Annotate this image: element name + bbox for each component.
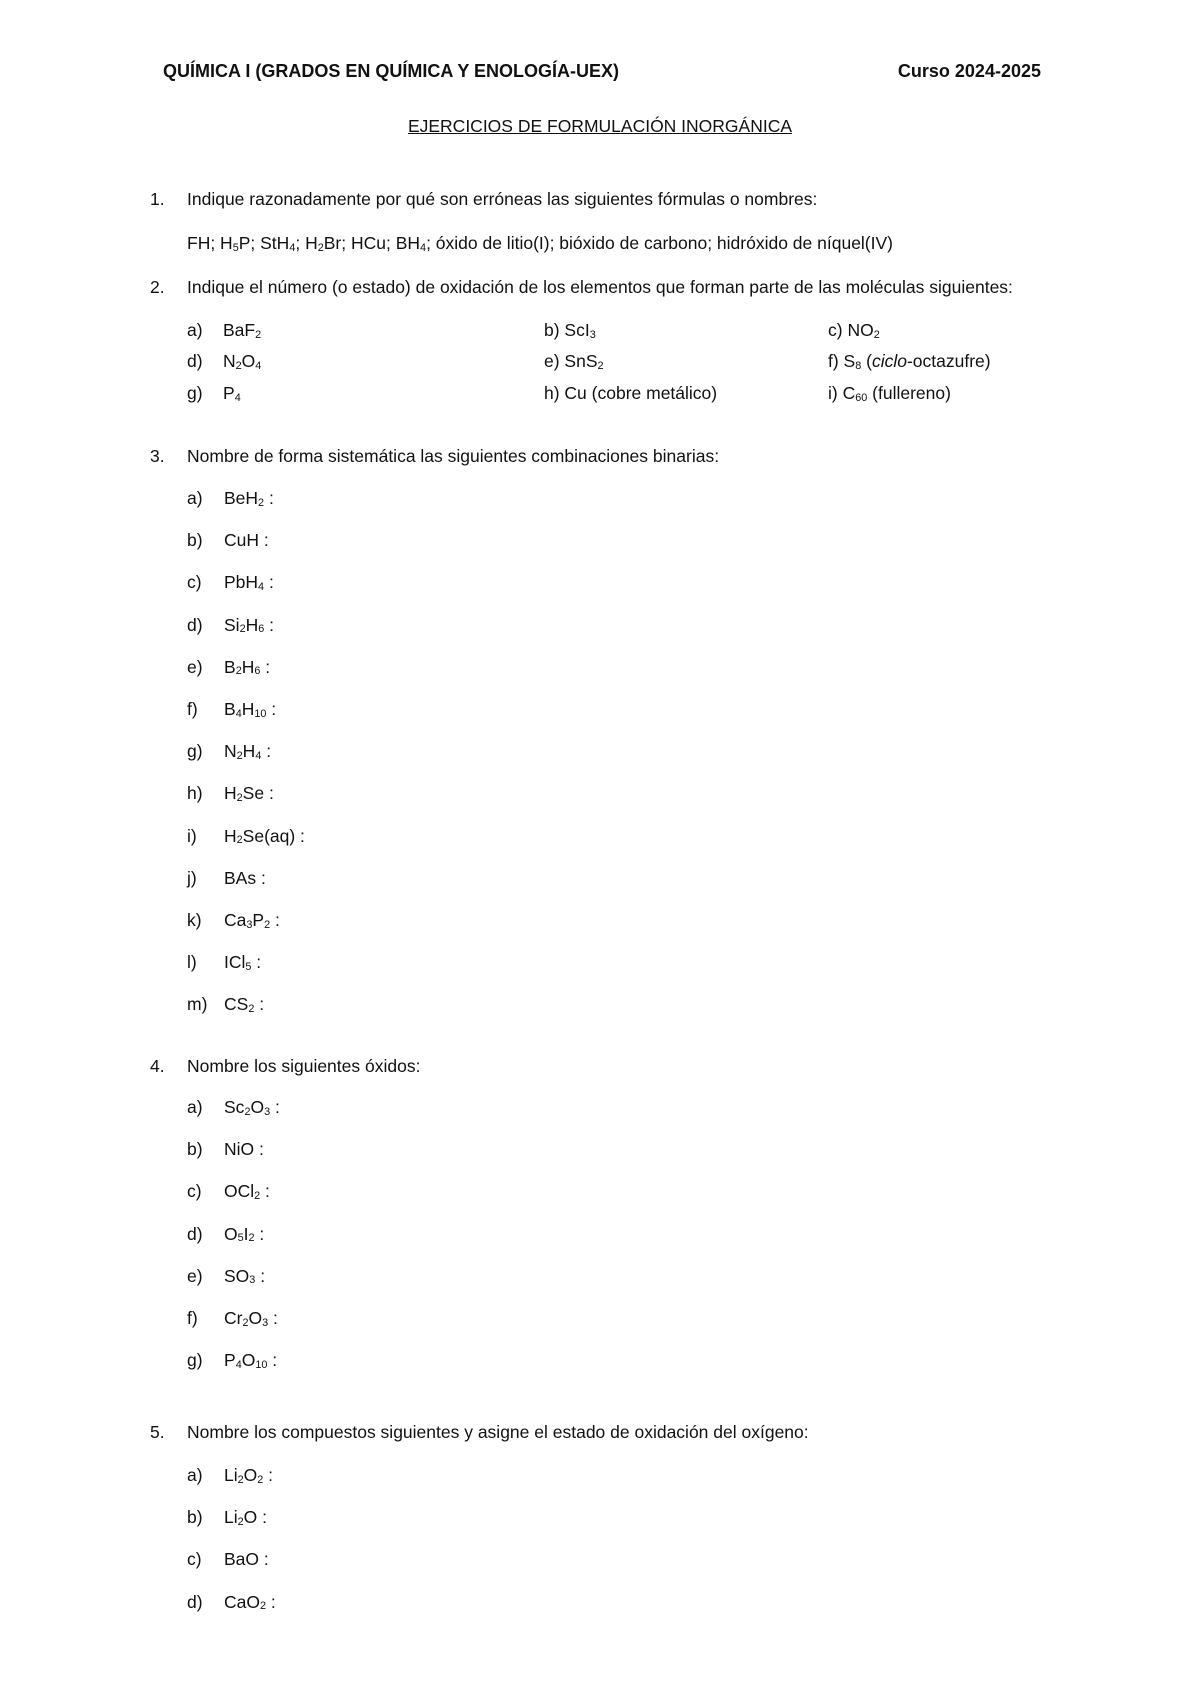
formula-subscript: 2 [259,1600,267,1613]
formula-subscript: 4 [235,707,242,720]
question-5-number: 5. [150,1422,165,1442]
formula-text: I [243,1223,249,1244]
list-item [187,572,274,593]
item-label: b) [187,1507,203,1528]
item-label: g) [187,741,203,762]
formula-text: Cr [224,1308,243,1328]
item-label: e) [187,656,203,677]
question-1-text: Indique razonadamente por qué son erróneas las siguientes fórmulas o nombres: [187,189,818,209]
formula-subscript: 10 [255,1358,268,1371]
formula-subscript: 2 [236,834,243,847]
list-item [187,615,274,636]
formula-text: Se : [242,783,274,804]
formula-text: SO [224,1265,250,1286]
formula-text: B [224,656,236,677]
formula-text: O [250,1097,265,1117]
item-label: a) [187,1465,203,1485]
list-item [187,910,280,931]
formula-text: O [241,1350,256,1371]
question-3-text: Nombre de forma sistemática las siguientes combinaciones binarias: [187,446,720,466]
formula-text: CaO [224,1591,260,1612]
formula-text: O [248,1308,263,1328]
item-label: c) [187,1549,202,1570]
list-item [187,868,266,889]
formula-text: ICl [224,952,246,973]
formula-subscript: 4 [255,749,262,762]
formula-subscript: 2 [242,1316,249,1329]
formula-text: : [264,614,274,635]
formula-text: P [224,1350,236,1371]
list-item: i) $C_{60}$ (fullereno) [828,383,951,404]
document-title: EJERCICIOS DE FORMULACIÓN INORGÁNICA [407,116,793,136]
formula-text: BaO : [224,1549,269,1570]
formula-text: ; óxido de litio(I); bióxido de carbono; hidróxido de níquel(IV) [426,233,893,253]
formula-text: Li [224,1507,238,1528]
formula-subscript: 6 [258,623,265,636]
list-item [187,530,269,551]
formula-subscript: 3 [246,918,253,931]
list-item: f) $S_8$ (ciclo-octazufre) [828,351,991,372]
question-3-number: 3. [150,446,165,466]
formula-subscript: 2 [257,1473,264,1486]
formula-text: : [254,1223,265,1244]
list-item [187,1097,280,1118]
formula-text: ; H [295,233,318,253]
item-label: a) [187,1097,203,1117]
formula-subscript: 2 [264,918,271,931]
question-2-row [187,351,1087,375]
list-item [187,1592,276,1613]
formula-subscript: 2 [235,665,242,678]
formula-text: Se(aq) : [242,825,305,846]
item-label: l) [187,952,197,973]
list-item [187,1350,277,1371]
list-item [187,952,261,973]
formula-text: : [260,1181,270,1202]
formula-text: : [270,1097,280,1117]
formula-text: FH; H [187,233,233,253]
item-label: d) [187,614,203,635]
formula-subscript: 6 [254,665,261,678]
formula-subscript: 2 [239,623,246,636]
formula-text: : [266,1591,276,1612]
course-year: Curso 2024-2025 [897,61,1041,81]
list-item: e) SnS$_2$ [544,351,604,372]
formula-subscript: 2 [317,241,324,254]
formula-text: : [261,741,272,762]
list-item [187,699,276,720]
item-label: h) [187,783,203,804]
list-item [187,488,274,509]
formula-text: B [224,699,236,719]
formula-text: Br; HCu; BH [323,233,421,253]
formula-text: : [254,994,265,1015]
item-label: k) [187,910,202,930]
formula-text: H [241,699,255,719]
item-label: m) [187,994,208,1015]
formula-text: : [266,699,277,719]
formula-subscript: 5 [245,960,252,973]
formula-text: : [263,1465,274,1485]
formula-text: P; StH [238,233,290,253]
formula-text: H [241,656,255,677]
question-1-number: 1. [150,189,165,209]
list-item [187,1465,273,1486]
list-item: a) BaF$_2$ [187,320,262,341]
list-item: c) $NO_2$ [828,320,880,341]
item-label: g) [187,1350,203,1371]
formula-text: : [267,1350,278,1371]
formula-text: Sc [224,1097,245,1117]
formula-text: : [251,952,262,973]
formula-text: O [243,1465,258,1485]
formula-text: CuH : [224,530,269,551]
formula-text: OCl [224,1181,255,1202]
formula-text: N [224,741,237,762]
formula-subscript: 3 [262,1316,269,1329]
formula-text: Si [224,614,240,635]
question-2-row [187,320,1087,344]
formula-text: BeH [224,488,259,508]
list-item [187,1308,278,1329]
question-1-formulas [187,233,893,254]
list-item [187,1224,264,1245]
item-label: a) [187,488,203,508]
item-label: c) [187,1181,202,1202]
question-2-text: Indique el número (o estado) de oxidación de los elementos que forman parte de las moléculas siguientes: [187,277,1013,297]
formula-text: : [264,488,274,508]
question-5-text: Nombre los compuestos siguientes y asigne el estado de oxidación del oxígeno: [187,1422,809,1442]
formula-text: Ca [224,910,247,930]
question-4-text: Nombre los siguientes óxidos: [187,1056,421,1076]
item-label: e) [187,1265,203,1286]
list-item [187,741,271,762]
item-label: f) [187,699,198,719]
list-item: g) $P_4$ [187,383,241,404]
item-label: j) [187,867,197,888]
item-label: f) [187,1308,198,1328]
course-title: QUÍMICA I (GRADOS EN QUÍMICA Y ENOLOGÍA-UEX) [163,61,620,81]
formula-subscript: 2 [258,496,265,509]
question-2-number: 2. [150,277,165,297]
item-label: b) [187,530,203,551]
formula-subscript: 5 [237,1232,244,1245]
list-item [187,783,274,804]
formula-text: NiO : [224,1139,264,1160]
formula-text: : [270,910,280,930]
item-label: i) [187,825,197,846]
item-label: b) [187,1139,203,1160]
formula-text: Li [224,1465,238,1485]
formula-subscript: 2 [248,1003,255,1016]
formula-text: : [264,572,274,593]
item-label: d) [187,1223,203,1244]
formula-text: : [260,656,271,677]
formula-text: : [268,1308,278,1328]
item-label: c) [187,572,202,593]
formula-text: H [224,783,237,804]
formula-text: O [224,1223,238,1244]
item-label: d) [187,1591,203,1612]
list-item: h) Cu (cobre metálico) [544,383,718,403]
formula-text: PbH [224,572,259,593]
formula-subscript: 4 [420,241,427,254]
formula-subscript: 2 [237,1515,244,1528]
formula-subscript: 10 [254,707,267,720]
list-item: b) ScI$_3$ [544,320,596,341]
formula-text: P [252,910,265,930]
list-item [187,1549,269,1570]
formula-subscript: 4 [235,1358,242,1371]
list-item [187,1507,267,1528]
formula-subscript: 2 [237,1473,244,1486]
formula-subscript: 2 [248,1232,255,1245]
list-item [187,657,270,678]
list-item [187,1266,265,1287]
formula-subscript: 3 [249,1274,256,1287]
list-item: d) $N_2O_4$ [187,351,262,372]
question-4-number: 4. [150,1056,165,1076]
formula-text: O : [243,1507,267,1528]
list-item [187,1181,270,1202]
formula-subscript: 5 [232,241,239,254]
formula-text: H [242,741,256,762]
formula-subscript: 2 [254,1190,261,1203]
question-2-row [187,383,1087,407]
formula-text: CS [224,994,249,1015]
formula-subscript: 2 [236,749,243,762]
formula-text: BAs : [224,867,266,888]
formula-subscript: 2 [236,792,243,805]
formula-text: H [245,614,259,635]
list-item [187,826,305,847]
formula-text: H [224,825,237,846]
list-item [187,1139,264,1160]
list-item [187,994,264,1015]
formula-subscript: 2 [244,1105,251,1118]
formula-subscript: 4 [258,581,265,594]
formula-text: : [255,1265,266,1286]
formula-subscript: 3 [264,1105,271,1118]
formula-subscript: 4 [289,241,296,254]
